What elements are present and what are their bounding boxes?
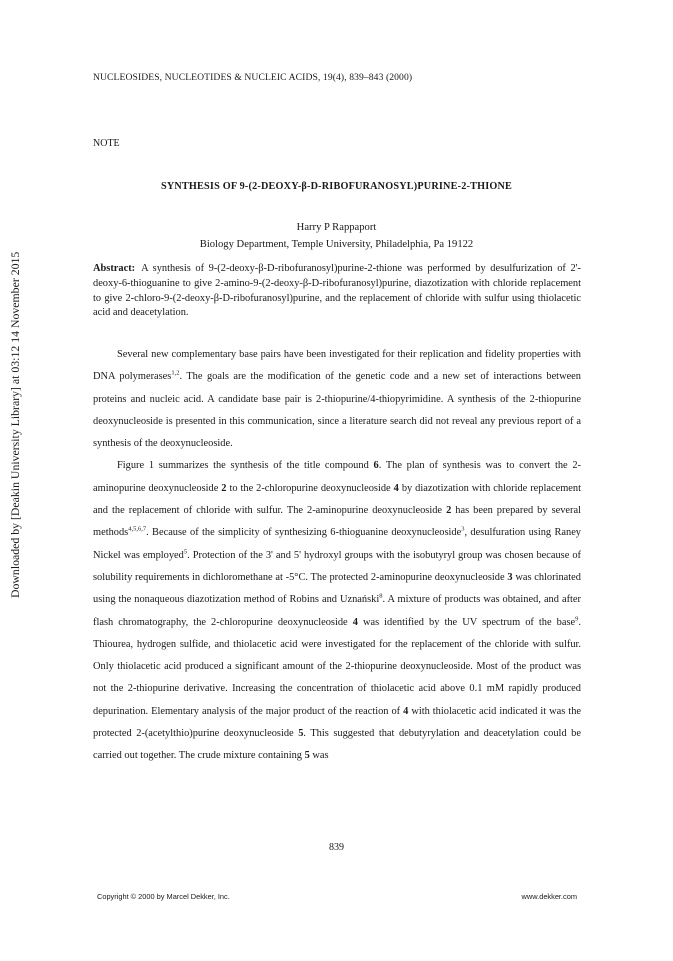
text-run: . The plan of synthesis was to convert the 2-aminopurine deoxynucleoside [93, 460, 582, 494]
compound-number: 4 [403, 705, 409, 717]
reference-mark: 5 [183, 548, 188, 556]
text-run: . A mixture of products was obtained, and after flash chromatography, the 2-chloropurine deoxynucleoside [93, 594, 581, 628]
compound-number: 2 [446, 505, 452, 517]
compound-number: 4 [393, 482, 399, 494]
abstract-text: A synthesis of 9-(2-deoxy-β-D-ribofuranosyl)purine-2-thione was performed by desulfurization of 2'-deoxy-6-thioguanine to give 2-amino-9-(2-deoxy-β-D-ribofuranosyl)purine, diazotization with chloride replacement to give 2-chloro-9-(2-deoxy-β-D-ribofuranosyl)purine, and the replacement of chloride with sulfur using thiolacetic acid and deacetylation. [93, 263, 581, 319]
reference-mark: 4,5,6,7 [128, 525, 147, 533]
text-run: Several new complementary base pairs have been investigated for their replication and fidelity properties with DNA polymerases [93, 349, 581, 383]
body-paragraph-2 [93, 455, 581, 767]
journal-header: NUCLEOSIDES, NUCLEOTIDES & NUCLEIC ACIDS, 19(4), 839–843 (2000) [93, 72, 413, 83]
author-affiliation: Biology Department, Temple University, Philadelphia, Pa 19122 [199, 239, 474, 250]
download-watermark: Downloaded by [Deakin University Library] at 03:12 14 November 2015 [8, 251, 22, 598]
body-paragraph-1 [93, 344, 581, 455]
text-run: was [312, 750, 329, 762]
text-run: . Thiourea, hydrogen sulfide, and thiolacetic acid were investigated for the replacement of the chloride with sulfur. Only thiolacetic acid produced a significant amount of the 2-thiopurine deoxynucleoside. Most of the product was not the 2-thiopurine derivative. Increasing the concentration of thiolacetic acid above 0.1 mM rapidly produced depurination. Elementary analysis of the major product of the reaction of [93, 616, 581, 717]
abstract [93, 262, 581, 321]
text-run: . Protection of the 3' and 5' hydroxyl groups with the isobutyryl group was chosen because of solubility requirements in dichloromethane at -5°C. The protected 2-aminopurine deoxynucleoside [93, 549, 581, 583]
copyright-notice: Copyright © 2000 by Marcel Dekker, Inc. [97, 892, 230, 901]
text-run: , desulfuration using Raney Nickel was employed [93, 527, 581, 561]
text-run: . The goals are the modification of the genetic code and a new set of interactions between proteins and nucleic acid. A candidate base pair is 2-thiopurine/4-thiopyrimidine. A synthesis of the 2-thiopurine deoxynucleoside is presented in this communication, since a literature search did not reveal any previous report of a synthesis of the deoxynucleoside. [93, 371, 581, 450]
publisher-website: www.dekker.com [521, 892, 577, 901]
abstract-label: Abstract: [93, 263, 136, 274]
author-name: Harry P Rappaport [296, 222, 377, 233]
paper-title: SYNTHESIS OF 9-(2-DEOXY-β-D-RIBOFURANOSYL)PURINE-2-THIONE [160, 181, 513, 192]
compound-number: 6 [373, 460, 379, 472]
article-type: NOTE [93, 138, 120, 149]
reference-mark: 3 [461, 525, 465, 533]
compound-number: 5 [304, 750, 310, 762]
reference-mark: 9 [575, 615, 579, 623]
text-run: was identified by the UV spectrum of the base [362, 616, 576, 628]
text-run: with thiolacetic acid indicated it was the protected 2-(acetylthio)purine deoxynucleoside [93, 705, 581, 740]
page-number: 839 [329, 842, 344, 853]
text-run: . This suggested that debutyrylation and deacetylation could be carried out together. The crude mixture containing [93, 728, 581, 762]
compound-number: 2 [221, 482, 227, 494]
text-run: has been prepared by several methods [93, 505, 581, 539]
text-run: Figure 1 summarizes the synthesis of the title compound [117, 460, 369, 472]
text-run: by diazotization with chloride replacement and the replacement of chloride with sulfur. The 2-aminopurine deoxynucleoside [93, 482, 581, 517]
text-run: was chlorinated using the nonaqueous diazotization method of Robins and Uznański [93, 571, 581, 606]
reference-mark: 8 [379, 592, 383, 600]
compound-number: 5 [298, 728, 304, 740]
text-run: to the 2-chloropurine deoxynucleoside [229, 482, 391, 494]
text-run: . Because of the simplicity of synthesizing 6-thioguanine deoxynucleoside [146, 527, 462, 539]
compound-number: 3 [507, 571, 513, 583]
reference-mark: 1,2 [171, 369, 180, 377]
compound-number: 4 [352, 616, 358, 628]
body-text [93, 344, 581, 768]
